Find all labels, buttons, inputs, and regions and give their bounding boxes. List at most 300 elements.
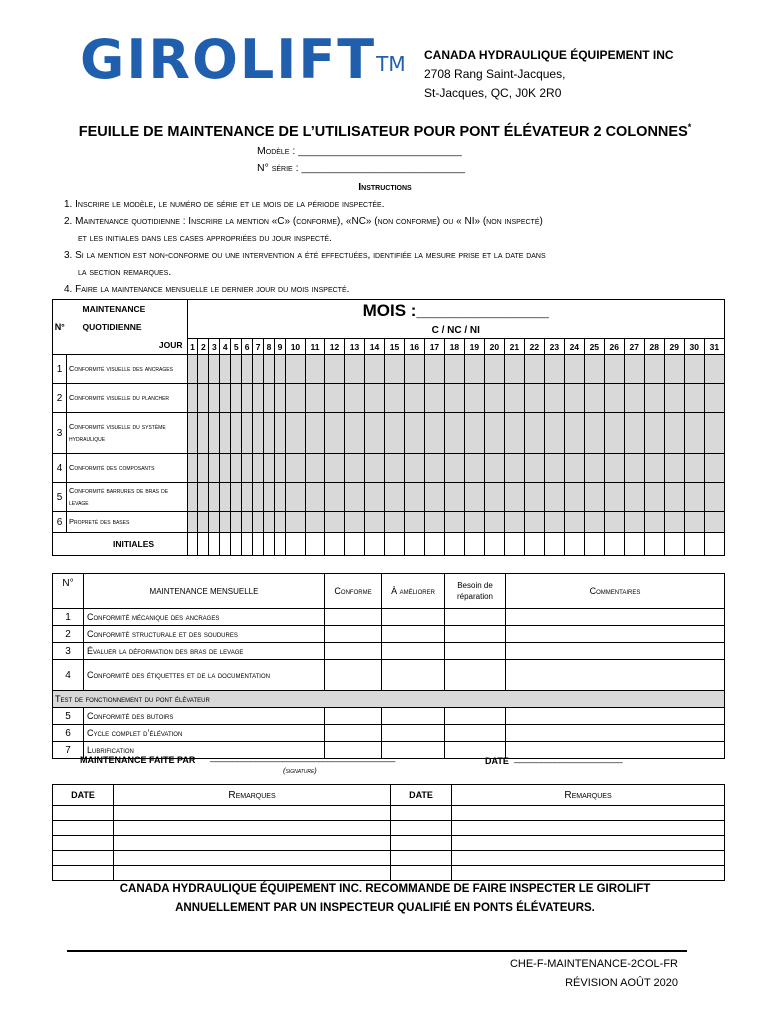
initials-cell[interactable] <box>231 533 242 556</box>
monthly-entry-cell[interactable] <box>325 609 382 626</box>
daily-check-cell[interactable] <box>264 413 275 454</box>
daily-check-cell[interactable] <box>584 454 604 483</box>
daily-check-cell[interactable] <box>564 512 584 533</box>
daily-check-cell[interactable] <box>544 483 564 512</box>
remarks-row <box>53 836 725 851</box>
daily-check-cell[interactable] <box>504 355 524 384</box>
initials-cell[interactable] <box>364 533 384 556</box>
daily-check-cell[interactable] <box>231 413 242 454</box>
daily-check-cell[interactable] <box>404 512 424 533</box>
daily-check-cell[interactable] <box>242 454 253 483</box>
col-besoin-reparation: Besoin de réparation <box>445 574 506 609</box>
serial-field[interactable]: N° série : ____________________________ <box>257 162 465 174</box>
daily-check-cell[interactable] <box>544 413 564 454</box>
remarks-entry-cell[interactable] <box>452 821 725 836</box>
daily-check-cell[interactable] <box>624 454 644 483</box>
daily-check-cell[interactable] <box>275 384 286 413</box>
daily-check-cell[interactable] <box>704 413 724 454</box>
day-header: 10 <box>285 339 305 355</box>
daily-check-cell[interactable] <box>604 483 624 512</box>
monthly-entry-cell[interactable] <box>506 660 725 691</box>
day-header: 5 <box>231 339 242 355</box>
daily-check-cell[interactable] <box>285 384 305 413</box>
initials-cell[interactable] <box>584 533 604 556</box>
monthly-entry-cell[interactable] <box>382 708 445 725</box>
daily-check-cell[interactable] <box>253 512 264 533</box>
initials-cell[interactable] <box>209 533 220 556</box>
daily-check-cell[interactable] <box>464 413 484 454</box>
revision-date: RÉVISION AOÛT 2020 <box>565 977 678 989</box>
daily-check-cell[interactable] <box>231 483 242 512</box>
daily-check-cell[interactable] <box>624 355 644 384</box>
day-header: 18 <box>444 339 464 355</box>
daily-check-cell[interactable] <box>544 384 564 413</box>
daily-check-cell[interactable] <box>444 454 464 483</box>
daily-check-cell[interactable] <box>305 384 324 413</box>
initials-cell[interactable] <box>187 533 198 556</box>
daily-check-cell[interactable] <box>484 483 504 512</box>
remarks-entry-cell[interactable] <box>391 821 452 836</box>
daily-check-cell[interactable] <box>604 413 624 454</box>
daily-maintenance-table <box>52 299 725 556</box>
remarks-entry-cell[interactable] <box>452 851 725 866</box>
daily-check-cell[interactable] <box>231 454 242 483</box>
daily-check-cell[interactable] <box>209 355 220 384</box>
daily-check-cell[interactable] <box>644 355 664 384</box>
daily-check-cell[interactable] <box>424 512 444 533</box>
daily-check-cell[interactable] <box>325 413 345 454</box>
remarks-entry-cell[interactable] <box>114 806 391 821</box>
remarks-entry-cell[interactable] <box>53 866 114 881</box>
daily-check-cell[interactable] <box>220 454 231 483</box>
instruction-2: 2. Maintenance quotidienne : Inscrire la mention «C» (conforme), «NC» (non conforme) ou « NI» (non inspecté) <box>64 216 543 227</box>
initials-cell[interactable] <box>444 533 464 556</box>
remarks-entry-cell[interactable] <box>114 836 391 851</box>
daily-check-cell[interactable] <box>231 355 242 384</box>
daily-check-cell[interactable] <box>504 512 524 533</box>
initials-cell[interactable] <box>264 533 275 556</box>
daily-row <box>53 483 725 512</box>
daily-check-cell[interactable] <box>664 512 684 533</box>
monthly-entry-cell[interactable] <box>382 660 445 691</box>
initials-row <box>53 533 725 556</box>
initials-cell[interactable] <box>704 533 724 556</box>
monthly-entry-cell[interactable] <box>382 643 445 660</box>
signoff-date-line[interactable]: ________________________ <box>514 753 623 763</box>
daily-check-cell[interactable] <box>285 454 305 483</box>
initials-cell[interactable] <box>253 533 264 556</box>
initials-cell[interactable] <box>504 533 524 556</box>
day-header: 6 <box>242 339 253 355</box>
daily-check-cell[interactable] <box>220 512 231 533</box>
remarks-entry-cell[interactable] <box>114 821 391 836</box>
day-header: 9 <box>275 339 286 355</box>
daily-check-cell[interactable] <box>345 355 365 384</box>
daily-check-cell[interactable] <box>584 512 604 533</box>
initials-cell[interactable] <box>604 533 624 556</box>
daily-check-cell[interactable] <box>187 454 198 483</box>
monthly-entry-cell[interactable] <box>445 643 506 660</box>
daily-check-cell[interactable] <box>209 454 220 483</box>
day-header: 24 <box>564 339 584 355</box>
daily-check-cell[interactable] <box>604 384 624 413</box>
daily-check-cell[interactable] <box>305 355 324 384</box>
daily-check-cell[interactable] <box>325 384 345 413</box>
daily-check-cell[interactable] <box>544 512 564 533</box>
remarks-entry-cell[interactable] <box>391 806 452 821</box>
daily-check-cell[interactable] <box>524 454 544 483</box>
monthly-entry-cell[interactable] <box>445 660 506 691</box>
daily-check-cell[interactable] <box>584 483 604 512</box>
monthly-entry-cell[interactable] <box>506 626 725 643</box>
daily-check-cell[interactable] <box>275 413 286 454</box>
daily-check-cell[interactable] <box>384 454 404 483</box>
day-header: 23 <box>544 339 564 355</box>
daily-check-cell[interactable] <box>253 454 264 483</box>
day-header: 19 <box>464 339 484 355</box>
daily-check-cell[interactable] <box>424 454 444 483</box>
monthly-entry-cell[interactable] <box>325 725 382 742</box>
daily-check-cell[interactable] <box>285 413 305 454</box>
initials-cell[interactable] <box>305 533 324 556</box>
monthly-entry-cell[interactable] <box>445 609 506 626</box>
daily-check-cell[interactable] <box>305 512 324 533</box>
daily-check-cell[interactable] <box>345 413 365 454</box>
daily-check-cell[interactable] <box>198 355 209 384</box>
initials-cell[interactable] <box>404 533 424 556</box>
daily-row <box>53 355 725 384</box>
daily-check-cell[interactable] <box>604 355 624 384</box>
daily-check-cell[interactable] <box>524 483 544 512</box>
initials-cell[interactable] <box>220 533 231 556</box>
daily-check-cell[interactable] <box>187 355 198 384</box>
daily-check-cell[interactable] <box>404 413 424 454</box>
daily-check-cell[interactable] <box>624 384 644 413</box>
initials-cell[interactable] <box>564 533 584 556</box>
remarks-entry-cell[interactable] <box>452 806 725 821</box>
daily-check-cell[interactable] <box>253 413 264 454</box>
monthly-row-number: 1 <box>53 609 84 626</box>
monthly-entry-cell[interactable] <box>382 609 445 626</box>
daily-check-cell[interactable] <box>644 413 664 454</box>
remarks-entry-cell[interactable] <box>391 836 452 851</box>
daily-check-cell[interactable] <box>187 483 198 512</box>
daily-check-cell[interactable] <box>504 454 524 483</box>
daily-check-cell[interactable] <box>664 355 684 384</box>
daily-check-cell[interactable] <box>198 384 209 413</box>
daily-check-cell[interactable] <box>464 384 484 413</box>
initials-cell[interactable] <box>544 533 564 556</box>
daily-check-cell[interactable] <box>404 384 424 413</box>
daily-check-cell[interactable] <box>684 483 704 512</box>
daily-check-cell[interactable] <box>345 454 365 483</box>
daily-check-cell[interactable] <box>345 384 365 413</box>
remarks-entry-cell[interactable] <box>53 851 114 866</box>
daily-check-cell[interactable] <box>364 512 384 533</box>
initials-cell[interactable] <box>664 533 684 556</box>
daily-check-cell[interactable] <box>285 483 305 512</box>
daily-check-cell[interactable] <box>220 413 231 454</box>
daily-check-cell[interactable] <box>704 483 724 512</box>
daily-check-cell[interactable] <box>275 355 286 384</box>
daily-check-cell[interactable] <box>644 384 664 413</box>
initials-cell[interactable] <box>345 533 365 556</box>
initials-cell[interactable] <box>275 533 286 556</box>
day-header: 25 <box>584 339 604 355</box>
daily-check-cell[interactable] <box>524 413 544 454</box>
daily-check-cell[interactable] <box>624 483 644 512</box>
model-field[interactable]: Modèle : ____________________________ <box>257 145 462 157</box>
daily-check-cell[interactable] <box>242 483 253 512</box>
daily-check-cell[interactable] <box>242 413 253 454</box>
daily-check-cell[interactable] <box>275 512 286 533</box>
daily-check-cell[interactable] <box>424 413 444 454</box>
daily-check-cell[interactable] <box>209 384 220 413</box>
daily-check-cell[interactable] <box>231 384 242 413</box>
daily-check-cell[interactable] <box>584 384 604 413</box>
daily-check-cell[interactable] <box>404 355 424 384</box>
address-line-2: St-Jacques, QC, J0K 2R0 <box>424 86 562 100</box>
monthly-entry-cell[interactable] <box>506 643 725 660</box>
daily-check-cell[interactable] <box>384 355 404 384</box>
daily-check-cell[interactable] <box>684 454 704 483</box>
daily-check-cell[interactable] <box>564 454 584 483</box>
daily-check-cell[interactable] <box>684 413 704 454</box>
initials-cell[interactable] <box>424 533 444 556</box>
daily-check-cell[interactable] <box>664 454 684 483</box>
daily-check-cell[interactable] <box>364 454 384 483</box>
daily-check-cell[interactable] <box>404 483 424 512</box>
daily-check-cell[interactable] <box>285 355 305 384</box>
daily-check-cell[interactable] <box>644 454 664 483</box>
signature-line[interactable]: _________________________________________ <box>210 752 395 762</box>
daily-check-cell[interactable] <box>198 454 209 483</box>
daily-check-cell[interactable] <box>564 413 584 454</box>
monthly-entry-cell[interactable] <box>325 708 382 725</box>
initials-cell[interactable] <box>384 533 404 556</box>
daily-check-cell[interactable] <box>220 355 231 384</box>
daily-check-cell[interactable] <box>305 413 324 454</box>
initials-cell[interactable] <box>644 533 664 556</box>
daily-check-cell[interactable] <box>484 384 504 413</box>
initials-cell[interactable] <box>285 533 305 556</box>
daily-check-cell[interactable] <box>305 483 324 512</box>
monthly-row-number: 4 <box>53 660 84 691</box>
daily-check-cell[interactable] <box>464 483 484 512</box>
daily-check-cell[interactable] <box>444 483 464 512</box>
monthly-entry-cell[interactable] <box>325 626 382 643</box>
initials-cell[interactable] <box>325 533 345 556</box>
daily-check-cell[interactable] <box>544 355 564 384</box>
daily-check-cell[interactable] <box>544 454 564 483</box>
daily-check-cell[interactable] <box>253 384 264 413</box>
daily-check-cell[interactable] <box>664 384 684 413</box>
daily-check-cell[interactable] <box>384 384 404 413</box>
daily-check-cell[interactable] <box>231 512 242 533</box>
daily-check-cell[interactable] <box>209 512 220 533</box>
daily-check-cell[interactable] <box>604 512 624 533</box>
month-field[interactable]: MOIS :______________ <box>187 300 725 323</box>
daily-check-cell[interactable] <box>464 355 484 384</box>
remarks-entry-cell[interactable] <box>391 851 452 866</box>
daily-check-cell[interactable] <box>524 512 544 533</box>
daily-check-cell[interactable] <box>684 512 704 533</box>
remarks-row <box>53 806 725 821</box>
daily-check-cell[interactable] <box>704 454 724 483</box>
daily-check-cell[interactable] <box>198 483 209 512</box>
daily-check-cell[interactable] <box>264 454 275 483</box>
daily-check-cell[interactable] <box>524 355 544 384</box>
remarks-entry-cell[interactable] <box>391 866 452 881</box>
daily-check-cell[interactable] <box>364 384 384 413</box>
inspection-recommendation: CANADA HYDRAULIQUE ÉQUIPEMENT INC. RECOMMANDE DE FAIRE INSPECTER LE GIROLIFT ANNUELLEMENT PAR UN INSPECTEUR QUALIFIÉ EN PONTS ÉLÉVATEURS. <box>119 883 651 914</box>
daily-check-cell[interactable] <box>364 413 384 454</box>
daily-check-cell[interactable] <box>464 454 484 483</box>
initials-cell[interactable] <box>524 533 544 556</box>
daily-check-cell[interactable] <box>187 512 198 533</box>
remarks-entry-cell[interactable] <box>114 851 391 866</box>
daily-check-cell[interactable] <box>504 483 524 512</box>
daily-check-cell[interactable] <box>364 483 384 512</box>
daily-check-cell[interactable] <box>484 355 504 384</box>
daily-check-cell[interactable] <box>704 512 724 533</box>
daily-check-cell[interactable] <box>264 512 275 533</box>
daily-check-cell[interactable] <box>285 512 305 533</box>
daily-check-cell[interactable] <box>384 512 404 533</box>
daily-check-cell[interactable] <box>264 384 275 413</box>
daily-check-cell[interactable] <box>584 413 604 454</box>
remarks-entry-cell[interactable] <box>53 821 114 836</box>
daily-check-cell[interactable] <box>305 454 324 483</box>
initials-cell[interactable] <box>464 533 484 556</box>
daily-check-cell[interactable] <box>664 483 684 512</box>
daily-check-cell[interactable] <box>444 512 464 533</box>
daily-check-cell[interactable] <box>424 384 444 413</box>
monthly-entry-cell[interactable] <box>325 643 382 660</box>
daily-check-cell[interactable] <box>275 483 286 512</box>
daily-check-cell[interactable] <box>644 512 664 533</box>
remarks-entry-cell[interactable] <box>452 836 725 851</box>
signoff-date-label: DATE <box>485 756 509 766</box>
daily-check-cell[interactable] <box>504 384 524 413</box>
monthly-entry-cell[interactable] <box>445 725 506 742</box>
daily-check-cell[interactable] <box>242 384 253 413</box>
daily-check-cell[interactable] <box>464 512 484 533</box>
daily-check-cell[interactable] <box>564 384 584 413</box>
daily-check-cell[interactable] <box>664 413 684 454</box>
monthly-entry-cell[interactable] <box>445 626 506 643</box>
daily-check-cell[interactable] <box>264 483 275 512</box>
col-conforme: Conforme <box>325 574 382 609</box>
daily-check-cell[interactable] <box>345 483 365 512</box>
daily-check-cell[interactable] <box>209 483 220 512</box>
daily-check-cell[interactable] <box>209 413 220 454</box>
daily-check-cell[interactable] <box>325 512 345 533</box>
monthly-row-number: 3 <box>53 643 84 660</box>
daily-check-cell[interactable] <box>704 355 724 384</box>
daily-check-cell[interactable] <box>198 512 209 533</box>
monthly-entry-cell[interactable] <box>445 708 506 725</box>
daily-check-cell[interactable] <box>187 384 198 413</box>
initials-cell[interactable] <box>624 533 644 556</box>
monthly-row-number: 6 <box>53 725 84 742</box>
initials-cell[interactable] <box>484 533 504 556</box>
daily-check-cell[interactable] <box>253 355 264 384</box>
daily-check-cell[interactable] <box>564 355 584 384</box>
daily-check-cell[interactable] <box>484 512 504 533</box>
daily-check-cell[interactable] <box>624 413 644 454</box>
daily-check-cell[interactable] <box>444 413 464 454</box>
daily-check-cell[interactable] <box>242 512 253 533</box>
daily-check-cell[interactable] <box>584 355 604 384</box>
daily-check-cell[interactable] <box>704 384 724 413</box>
daily-check-cell[interactable] <box>220 483 231 512</box>
monthly-row-number: 2 <box>53 626 84 643</box>
daily-check-cell[interactable] <box>404 454 424 483</box>
daily-check-cell[interactable] <box>524 384 544 413</box>
daily-row <box>53 384 725 413</box>
daily-check-cell[interactable] <box>345 512 365 533</box>
daily-check-cell[interactable] <box>253 483 264 512</box>
daily-check-cell[interactable] <box>325 454 345 483</box>
initials-cell[interactable] <box>684 533 704 556</box>
daily-check-cell[interactable] <box>187 413 198 454</box>
daily-check-cell[interactable] <box>275 454 286 483</box>
daily-check-cell[interactable] <box>384 413 404 454</box>
instruction-1: 1. Inscrire le modèle, le numéro de série et le mois de la période inspectée. <box>64 199 385 210</box>
daily-check-cell[interactable] <box>644 483 664 512</box>
daily-check-cell[interactable] <box>684 355 704 384</box>
status-legend: C / NC / NI <box>187 322 725 339</box>
daily-check-cell[interactable] <box>604 454 624 483</box>
daily-check-cell[interactable] <box>242 355 253 384</box>
monthly-entry-cell[interactable] <box>506 609 725 626</box>
initials-cell[interactable] <box>242 533 253 556</box>
daily-check-cell[interactable] <box>325 483 345 512</box>
daily-check-cell[interactable] <box>484 454 504 483</box>
remarks-entry-cell[interactable] <box>114 866 391 881</box>
daily-check-cell[interactable] <box>220 384 231 413</box>
daily-check-cell[interactable] <box>624 512 644 533</box>
daily-check-cell[interactable] <box>325 355 345 384</box>
daily-check-cell[interactable] <box>504 413 524 454</box>
monthly-entry-cell[interactable] <box>382 725 445 742</box>
monthly-entry-cell[interactable] <box>325 660 382 691</box>
remarks-entry-cell[interactable] <box>452 866 725 881</box>
monthly-entry-cell[interactable] <box>382 626 445 643</box>
remarks-entry-cell[interactable] <box>53 836 114 851</box>
initials-cell[interactable] <box>198 533 209 556</box>
day-header: 11 <box>305 339 324 355</box>
daily-check-cell[interactable] <box>564 483 584 512</box>
day-header: 13 <box>345 339 365 355</box>
daily-check-cell[interactable] <box>264 355 275 384</box>
daily-check-cell[interactable] <box>484 413 504 454</box>
daily-check-cell[interactable] <box>444 355 464 384</box>
monthly-entry-cell[interactable] <box>506 708 725 725</box>
daily-check-cell[interactable] <box>684 384 704 413</box>
daily-check-cell[interactable] <box>424 483 444 512</box>
monthly-entry-cell[interactable] <box>506 725 725 742</box>
daily-check-cell[interactable] <box>364 355 384 384</box>
daily-check-cell[interactable] <box>198 413 209 454</box>
operation-test-section: Test de fonctionnement du pont élévateur <box>53 691 725 708</box>
daily-check-cell[interactable] <box>424 355 444 384</box>
daily-check-cell[interactable] <box>384 483 404 512</box>
daily-check-cell[interactable] <box>444 384 464 413</box>
remarks-entry-cell[interactable] <box>53 806 114 821</box>
day-header: 4 <box>220 339 231 355</box>
